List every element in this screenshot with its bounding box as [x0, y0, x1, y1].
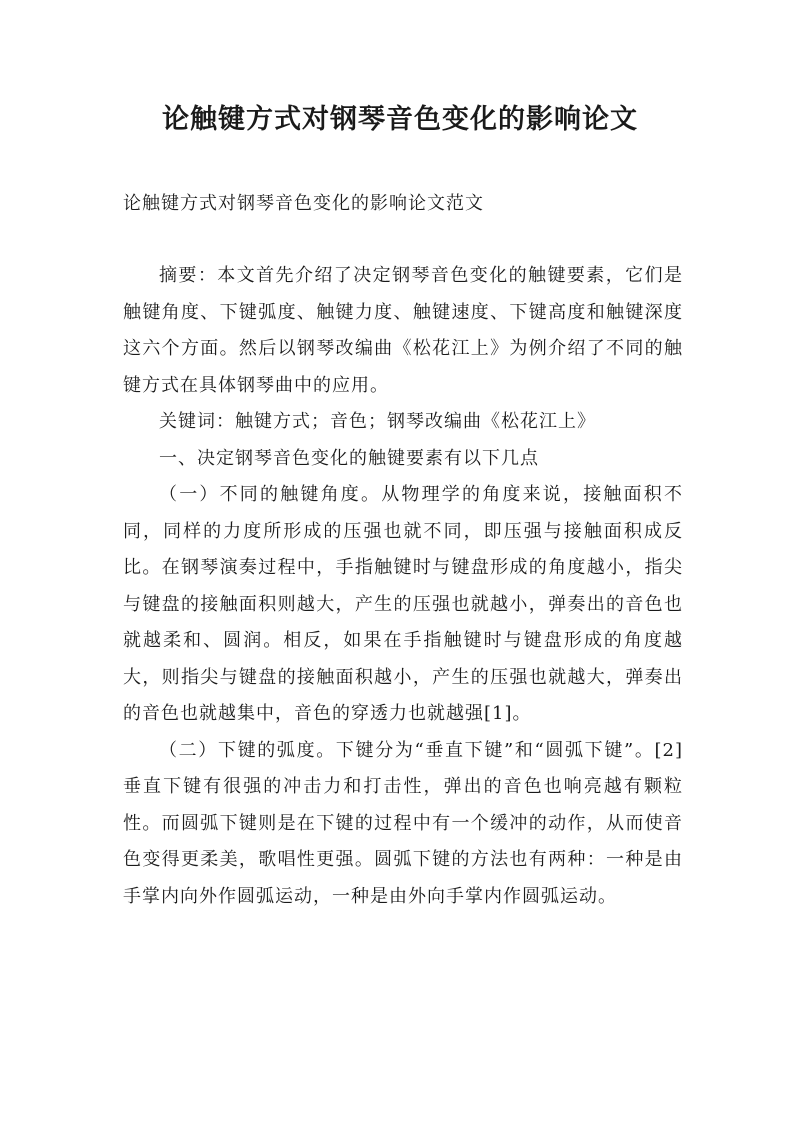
- keywords-paragraph: 关键词：触键方式；音色；钢琴改编曲《松花江上》: [159, 411, 596, 432]
- document-subtitle: 论触键方式对钢琴音色变化的影响论文范文: [123, 193, 484, 214]
- body-paragraph: （二）下键的弧度。下键分为“垂直下键”和“圆弧下键”。[2]垂直下键有很强的冲击力和打击性，弹出的音色也响亮越有颗粒性。而圆弧下键则是在下键的过程中有一个缓冲的动作，从而使音色变得更柔美，歌唱性更强。圆弧下键的方法也有两种：一种是由手掌内向外作圆弧运动，一种是由外向手掌内作圆弧运动。: [123, 739, 683, 907]
- document-title: 论触键方式对钢琴音色变化的影响论文: [162, 104, 638, 135]
- abstract-paragraph: 摘要：本文首先介绍了决定钢琴音色变化的触键要素，它们是触键角度、下键弧度、触键力度、触键速度、下键高度和触键深度这六个方面。然后以钢琴改编曲《松花江上》为例介绍了不同的触键方式在具体钢琴曲中的应用。: [123, 265, 683, 396]
- body-paragraph: （一）不同的触键角度。从物理学的角度来说，接触面积不同，同样的力度所形成的压强也就不同，即压强与接触面积成反比。在钢琴演奏过程中，手指触键时与键盘形成的角度越小，指尖与键盘的接触面积则越大，产生的压强也就越小，弹奏出的音色也就越柔和、圆润。相反，如果在手指触键时与键盘形成的角度越大，则指尖与键盘的接触面积越小，产生的压强也就越大，弹奏出的音色也就越集中，音色的穿透力也就越强[1]。: [123, 484, 683, 724]
- document-body: [123, 258, 683, 915]
- section-heading: 一、决定钢琴音色变化的触键要素有以下几点: [159, 447, 539, 469]
